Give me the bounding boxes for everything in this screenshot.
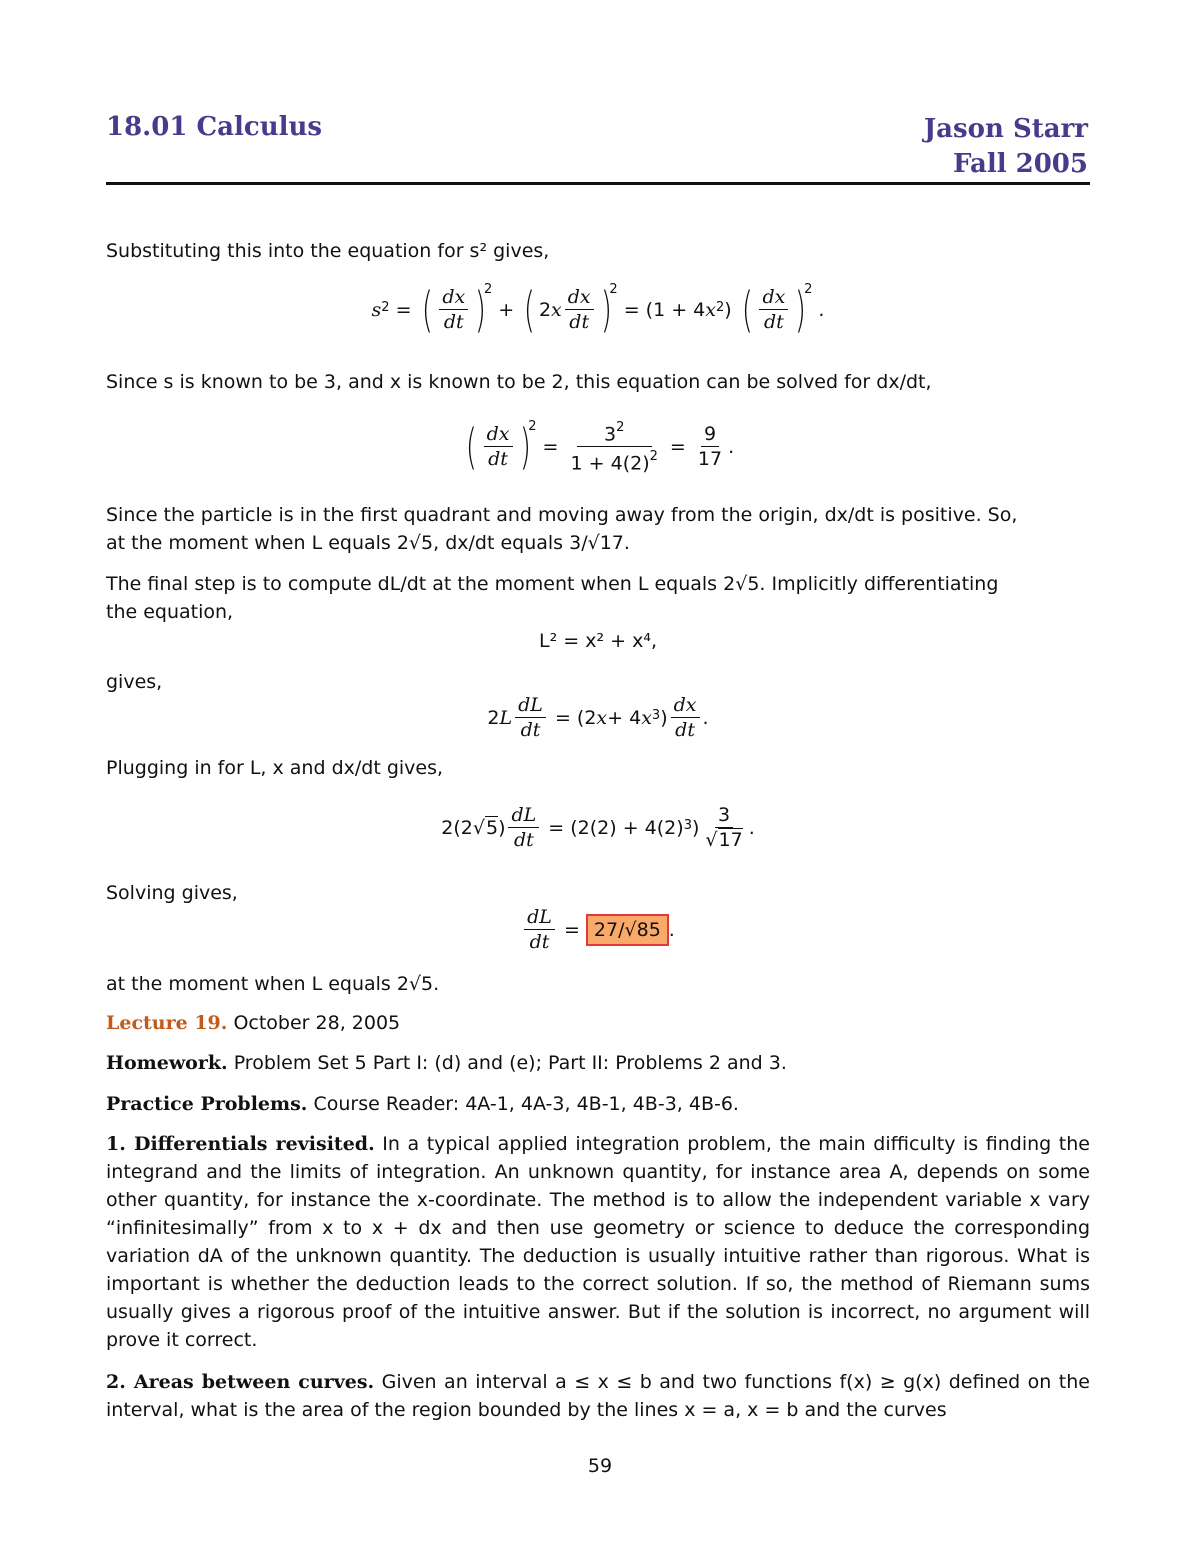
lecture-date: October 28, 2005 [233,1012,401,1034]
homework-text: Problem Set 5 Part I: (d) and (e); Part II: Problems 2 and 3. [233,1052,787,1074]
paragraph-first-quadrant-1: Since the particle is in the first quadrant and moving away from the origin, dx/dt is positive. So, [106,504,1018,526]
course-title: 18.01 Calculus [106,112,323,142]
section-areas [106,1368,1090,1424]
answer-box: 27/√85 [586,914,669,946]
equation-s-squared: s 2 = ( $\frac{dx}{dt}$ ) 2 + ( 2 x $\frac{dx}{dt}$ ) 2 = (1 + 4 x 2 ) ( $\frac{dx}{dt}$ ) 2 . [371,281,825,338]
paragraph-gives: gives, [106,671,163,693]
page-number: 59 [587,1455,613,1477]
practice-label: Practice Problems. [106,1093,308,1115]
lecture-line [106,1009,1090,1037]
section-differentials [106,1130,1090,1354]
homework-label: Homework. [106,1052,228,1074]
equation-answer: $\frac{dL}{dt}$ = 27/√85 . [106,905,1090,954]
paragraph-first-quadrant-2: at the moment when L equals 2√5, dx/dt equals 3/√17. [106,532,630,554]
equation-plugged: 2(2√ 5 ) $\frac{dL}{dt}$ = (2(2) + 4(2) 3 ) $\frac{3}{√17}$ . [441,804,755,851]
section-1-text: In a typical applied integration problem, the main difficulty is finding the integrand and the limits of integration. An unknown quantity, for instance area A, depends on some other quantity, for instance the x-coordinate. The method is to allow the independent variable x vary “infinitesimally” from x to x + dx and then use geometry or science to deduce the corresponding variation dA of the unknown quantity. The deduction is usually intuitive rather than rigorous. What is important is whether the deduction leads to the correct solution. If so, the method of Riemann sums usually gives a rigorous proof of the intuitive answer. But if the solution is incorrect, no argument will prove it correct. [106,1133,1090,1351]
term: Fall 2005 [952,149,1088,179]
section-2-heading: 2. Areas between curves. [106,1371,375,1393]
lecture-label: Lecture 19. [106,1012,228,1034]
paragraph-plugging: Plugging in for L, x and dx/dt gives, [106,757,444,779]
paragraph-final-step-2: the equation, [106,601,234,623]
paragraph-final-step-1: The final step is to compute dL/dt at the moment when L equals 2√5. Implicitly differentiating [106,573,999,595]
section-1-heading: 1. Differentials revisited. [106,1133,375,1155]
header-right [924,112,1088,182]
paragraph-since-s: Since s is known to be 3, and x is known to be 2, this equation can be solved for dx/dt, [106,371,932,393]
paragraph-at-moment: at the moment when L equals 2√5. [106,973,440,995]
paragraph-substituting: Substituting this into the equation for s² gives, [106,240,550,262]
practice-line [106,1090,1090,1118]
practice-text: Course Reader: 4A-1, 4A-3, 4B-1, 4B-3, 4B-6. [313,1093,739,1115]
equation-L-squared: L² = x² + x⁴, [539,630,657,652]
paragraph-solving: Solving gives, [106,882,238,904]
section-2-text: Given an interval a ≤ x ≤ b and two functions f(x) ≥ g(x) defined on the interval, what is the area of the region bounded by the lines x = a, x = b and the curves [106,1371,1090,1421]
equation-implicit-derivative: 2 L $\frac{dL}{dt}$ = (2 x + 4 x 3 ) $\frac{dx}{dt}$ . [487,694,709,741]
instructor-name: Jason Starr [923,114,1088,144]
header-rule [106,182,1090,185]
equation-dxdt-squared: ( $\frac{dx}{dt}$ ) 2 = $\frac{3^2}{1 + 4(2)^2}$ = $\frac{9}{17}$ . [465,418,735,475]
homework-line [106,1049,1090,1077]
